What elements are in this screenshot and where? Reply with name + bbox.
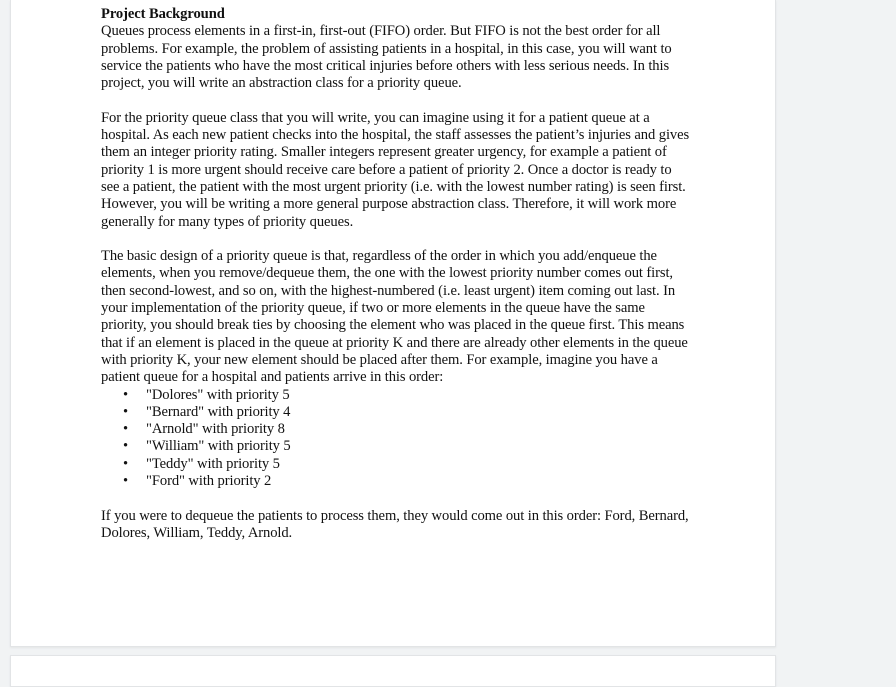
list-item-text: "Arnold" with priority 8: [146, 421, 285, 438]
list-item: [101, 438, 693, 455]
document-body: [101, 6, 693, 542]
list-item: [101, 404, 693, 421]
bullet-icon: •: [123, 386, 129, 403]
list-item: [101, 456, 693, 473]
list-item-text: "Dolores" with priority 5: [146, 386, 290, 403]
bullet-icon: •: [123, 403, 129, 420]
list-item-text: "Bernard" with priority 4: [146, 403, 291, 420]
list-item: [101, 387, 693, 404]
bullet-icon: •: [123, 455, 129, 472]
paragraph-spacer: [101, 92, 693, 109]
paragraph-dequeue-order: If you were to dequeue the patients to process them, they would come out in this order: Ford, Bernard, Dolores, William, Teddy, Arnold.: [101, 507, 689, 541]
document-page: [10, 0, 776, 647]
list-item-text: "Ford" with priority 2: [146, 473, 272, 490]
list-item-text: "Teddy" with priority 5: [146, 455, 280, 472]
list-item-text: "William" with priority 5: [146, 438, 291, 455]
next-document-page: [10, 655, 776, 687]
paragraph-hospital-example: For the priority queue class that you will write, you can imagine using it for a patient queue at a hospital. As each new patient checks into the hospital, the staff assesses the patient’s injuries and gives them an integer priority rating. Smaller integers represent greater urgency, for example a patient of priority 1 is more urgent should receive care before a patient of priority 2. Once a doctor is ready to see a patient, the patient with the most urgent priority (i.e. with the lowest number rating) is seen first. However, you will be writing a more general purpose abstraction class. Therefore, it will work more generally for many types of priority queues.: [101, 109, 690, 230]
paragraph-spacer: [101, 490, 693, 507]
paragraph-design: The basic design of a priority queue is that, regardless of the order in which you add/enqueue the elements, when you remove/dequeue them, the one with the lowest priority number comes out first, then second-lowest, and so on, with the highest-numbered (i.e. least urgent) item coming out last. In your implementation of the priority queue, if two or more elements in the queue have the same priority, you should break ties by choosing the element who was placed in the queue first. This means that if an element is placed in the queue at priority K and there are already other elements in the queue with priority K, your new element should be placed after them. For example, imagine you have a patient queue for a hospital and patients arrive in this order:: [101, 248, 688, 386]
paragraph-spacer: [101, 231, 693, 248]
bullet-icon: •: [123, 421, 129, 438]
paragraph-intro: Queues process elements in a first-in, first-out (FIFO) order. But FIFO is not the best order for all problems. For example, the problem of assisting patients in a hospital, in this case, you will want to service the patients who have the most critical injuries before others with less serious needs. In this project, you will write an abstraction class for a priority queue.: [101, 23, 672, 92]
bullet-icon: •: [123, 438, 129, 455]
list-item: [101, 421, 693, 438]
patient-list: [101, 387, 693, 491]
bullet-icon: •: [123, 473, 129, 490]
list-item: [101, 473, 693, 490]
section-heading: Project Background: [101, 6, 225, 22]
